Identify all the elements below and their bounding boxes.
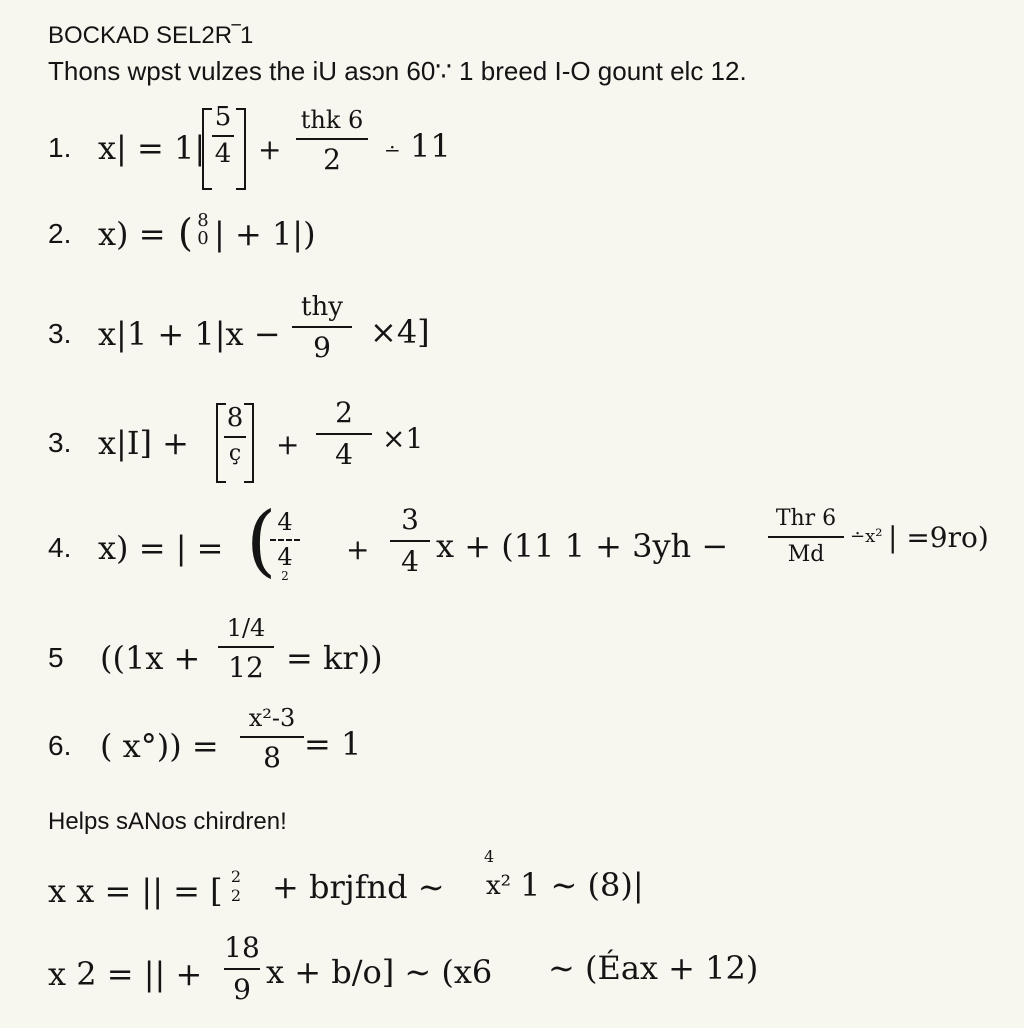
plus-sign: + — [276, 428, 300, 461]
equation-row-4 — [0, 496, 1024, 600]
plus-sign: + — [346, 533, 370, 566]
fraction: 18 9 — [224, 931, 260, 1006]
small-symbol: ∸x² — [850, 526, 883, 547]
equation-number: 3. — [48, 427, 72, 458]
matrix-bracket-right — [244, 403, 254, 483]
equation-row-2 — [0, 200, 1024, 300]
matrix-entries: 8 ç — [224, 405, 246, 465]
equation-tail: 1 ∼ (8)| — [520, 866, 644, 904]
equation-middle: x + (11 1 + 3yh − — [436, 527, 729, 565]
equation-lhs: ( x°)) = — [100, 727, 219, 765]
page-title: BOCKAD SEL2R‾1 — [48, 22, 254, 49]
stacked-digits: 8 0 — [197, 210, 209, 249]
equation-number: 3. — [48, 318, 72, 349]
plus-sign: + — [258, 133, 282, 166]
stacked-digits: 2 2 — [230, 867, 242, 906]
matrix-bracket-right — [236, 108, 246, 190]
equation-lhs: x) = | = — [98, 529, 224, 567]
equation-tail: = 1 — [304, 725, 362, 763]
equation-tail: 11 — [410, 127, 451, 165]
stacked-digits: 4 4 2 — [270, 510, 300, 583]
equation-lhs: x|1 + 1|x − — [98, 315, 281, 353]
fraction: x²-3 8 — [240, 706, 304, 772]
equation-row-6 — [0, 700, 1024, 800]
equation-number: 1. — [48, 132, 72, 163]
equation-lhs: x|I] + — [98, 424, 189, 462]
fraction-2: Thr 6 Md — [768, 508, 844, 566]
equation-row-3b — [0, 395, 1024, 495]
equation-lhs: x 2 = || + — [48, 955, 203, 993]
fraction: thy 9 — [292, 294, 352, 362]
equation-tail: | + 1|) — [214, 215, 316, 253]
equation-row-8 — [0, 928, 1024, 1028]
equation-middle: + brjfnd ∼ — [272, 868, 445, 906]
equation-lhs: ((1x + — [100, 639, 201, 677]
equation-tail: ×1 — [382, 422, 424, 455]
equation-tail: ∼ (Éax + 12) — [548, 949, 759, 987]
matrix-entries: 5 4 — [212, 104, 234, 169]
fraction: 1/4 12 — [218, 616, 274, 682]
superscript: 4 — [484, 847, 495, 866]
equation-lhs: x| = 1| — [98, 129, 206, 167]
equation-tail: | =9ro) — [888, 521, 989, 554]
equation-row-5 — [0, 612, 1024, 712]
equation-middle: x + b/o] ∼ (x6 — [266, 953, 493, 991]
equation-row-3a — [0, 290, 1024, 390]
fraction: 3 4 — [390, 506, 430, 576]
matrix-bracket-left — [202, 108, 212, 190]
equation-tail: = kr)) — [286, 639, 383, 677]
equation-number: 4. — [48, 532, 72, 563]
fraction: thk 6 2 — [296, 108, 368, 174]
fraction: 2 4 — [316, 399, 372, 469]
equation-lhs: x) = — [98, 215, 166, 253]
small-symbol: ∸ — [384, 138, 401, 162]
instructions-text: Thons wpst vulzes the iU asɔn 60∵ 1 breed I-O gount elc 12. — [48, 56, 747, 86]
paren-open: ( — [246, 496, 277, 586]
equation-tail: ×4] — [370, 313, 430, 351]
section-heading: Helps sANos chirdren! — [48, 808, 287, 835]
equation-number: 6. — [48, 730, 72, 761]
equation-number: 5 — [48, 642, 64, 673]
x-term: x² — [486, 871, 512, 901]
equation-number: 2. — [48, 218, 72, 249]
equation-lhs: x x = || = [ — [48, 872, 223, 910]
equation-row-1 — [0, 100, 1024, 200]
paren-open: ( — [178, 211, 193, 255]
